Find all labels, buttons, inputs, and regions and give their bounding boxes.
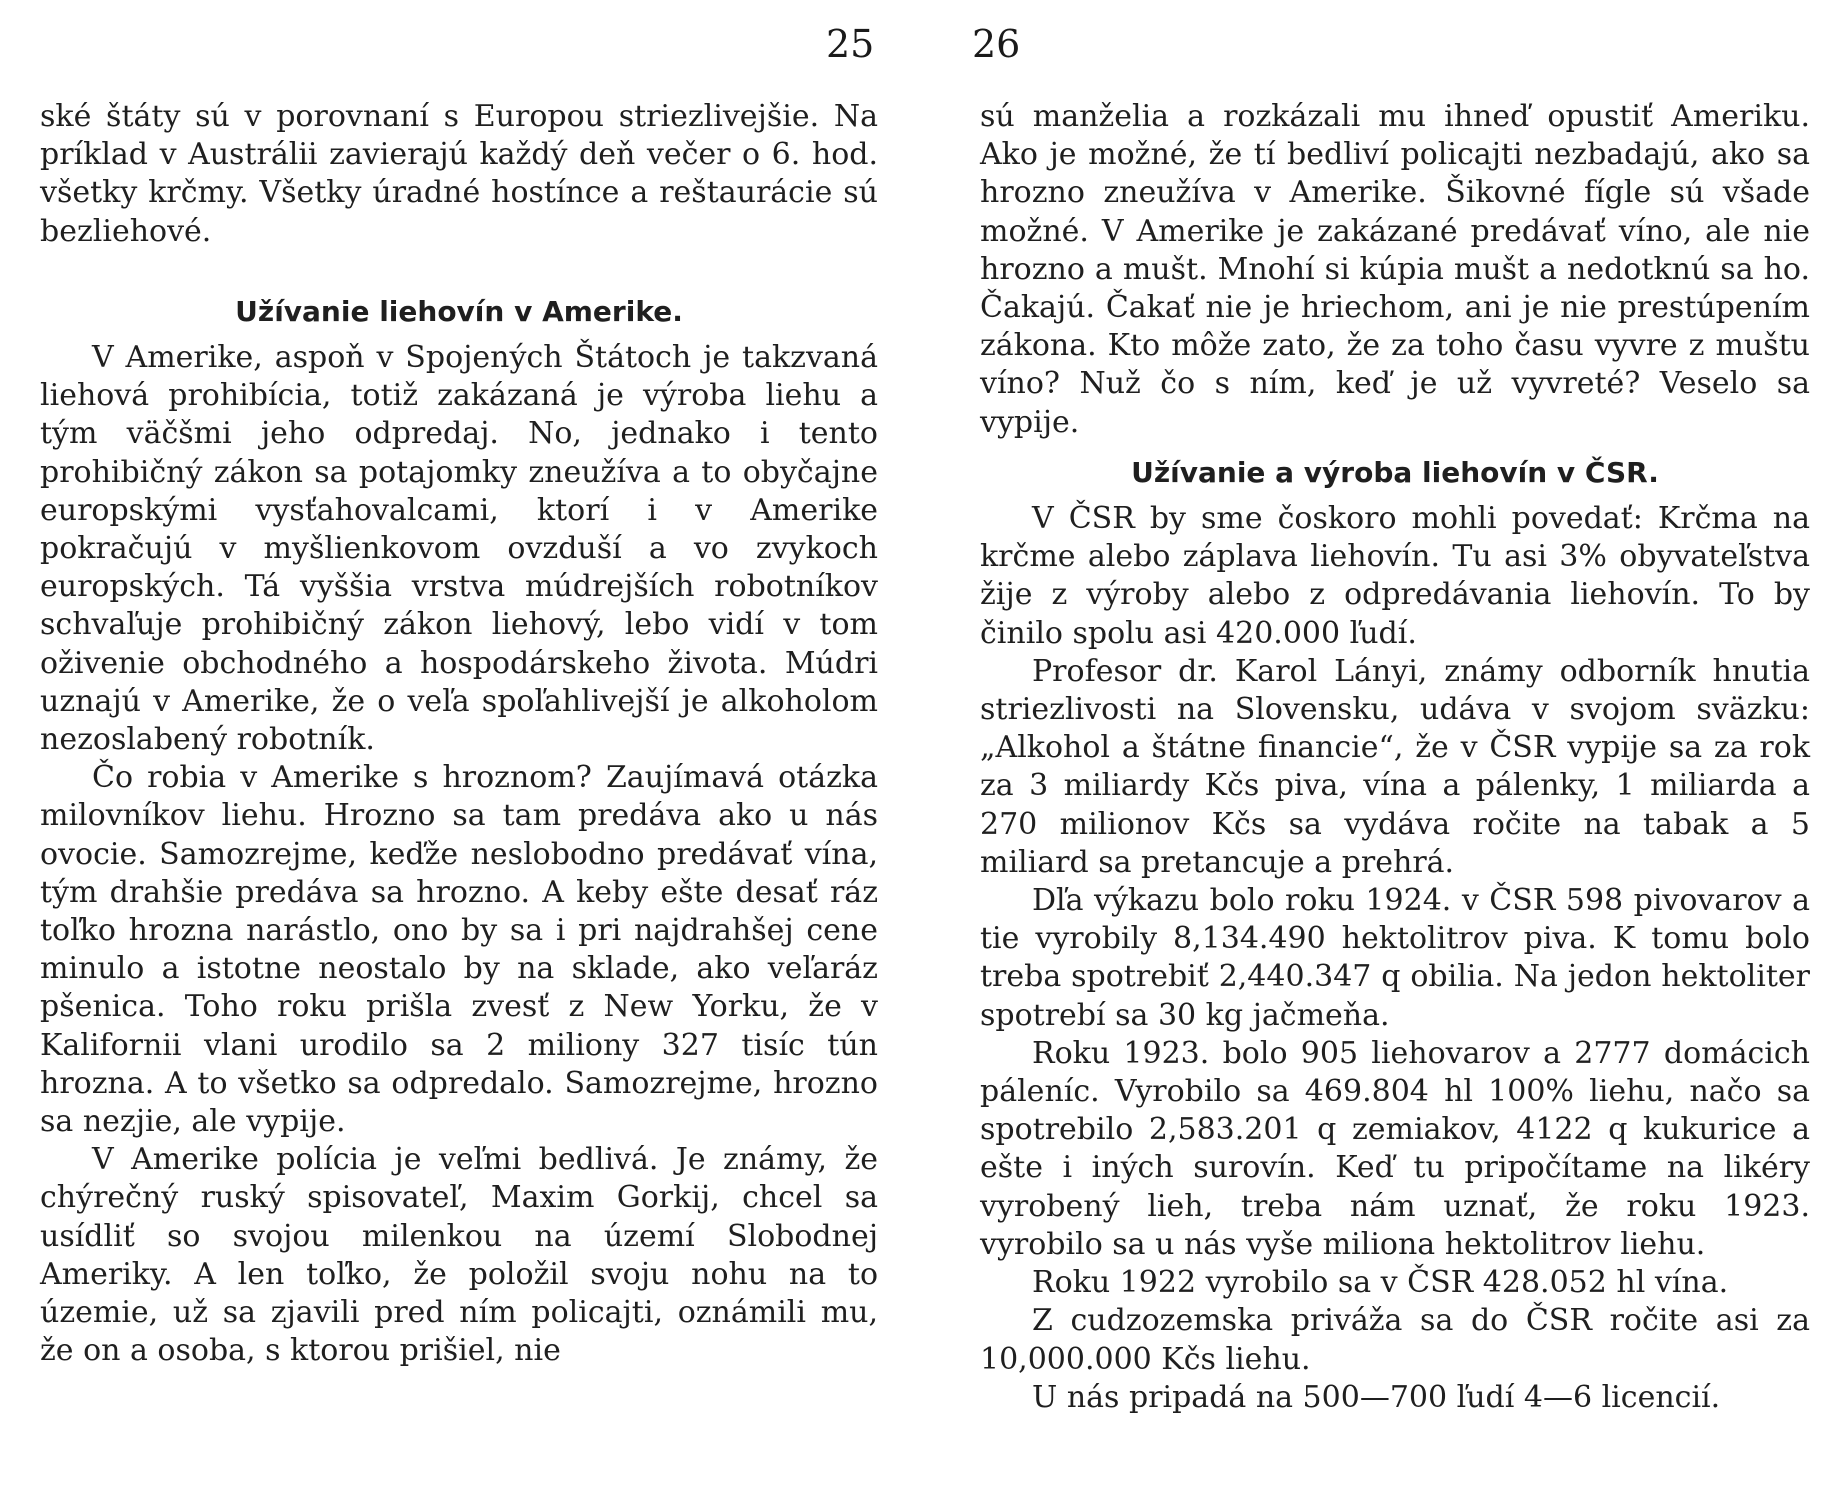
paragraph: Profesor dr. Karol Lányi, známy odborník hnutia striezlivosti na Slovensku, udáva v svojom sväzku: „Alkohol a štátne financie“, že v ČSR vypije sa za rok za 3 miliardy Kčs piva, vína a pálenky, 1 miliarda a 270 milionov Kčs sa vydáva ročite na tabak a 5 miliard sa pretancuje a prehrá. [980,653,1810,880]
paragraph: Roku 1923. bolo 905 liehovarov a 2777 domácich páleníc. Vyrobilo sa 469.804 hl 100% liehu, načo sa spotrebilo 2,583.201 q zemiakov, 4122 q kukurice a ešte i iných surovín. Keď tu pripočítame na likéry vyrobený lieh, treba nám uznať, že roku 1923. vyrobilo sa u nás vyše miliona hektolitrov liehu. [980,1035,1810,1262]
paragraph: sú manželia a rozkázali mu ihneď opustiť Ameriku. Ako je možné, že tí bedliví policajti nezbadajú, ako sa hrozno zneužíva v Amerike. Šikovné fígle sú všade možné. V Amerike je zakázané predávať víno, ale nie hrozno a mušt. Mnohí si kúpia mušt a nedotknú sa ho. Čakajú. Čakať nie je hriechom, ani je nie prestúpením zákona. Kto môže zato, že za toho času vyvre z muštu víno? Nuž čo s ním, keď je už vyvreté? Veselo sa vypije. [980,99,1810,440]
paragraph: Roku 1922 vyrobilo sa v ČSR 428.052 hl vína. [1032,1265,1729,1301]
right-page [950,0,1840,1500]
page-number: 25 [826,22,875,66]
paragraph: V ČSR by sme čoskoro mohli povedať: Krčma na krčme alebo záplava liehovín. Tu asi 3% obyvateľstva žije z výroby alebo z odpredávania liehovín. To by činilo spolu asi 420.000 ľudí. [980,501,1810,651]
paragraph: Dľa výkazu bolo roku 1924. v ČSR 598 pivovarov a tie vyrobily 8,134.490 hektolitrov piva. K tomu bolo treba spotrebiť 2,440.347 q obilia. Na jedon hektoliter spotrebí sa 30 kg jačmeňa. [980,883,1810,1033]
paragraph: U nás pripadá na 500—700 ľudí 4—6 licencií. [1032,1379,1721,1415]
paragraph: V Amerike polícia je veľmi bedlivá. Je známy, že chýrečný ruský spisovateľ, Maxim Gorkij, chcel sa usídliť so svojou milenkou na území Slobodnej Ameriky. A len toľko, že položil svoju nohu na to územie, už sa zjavili pred ním policajti, oznámili mu, že on a osoba, s ktorou prišiel, nie [40,1142,878,1369]
paragraph: ské štáty sú v porovnaní s Europou striezlivejšie. Na príklad v Austrálii zavierajú každý deň večer o 6. hod. všetky krčmy. Všetky úradné hostínce a reštaurácie sú bezliehové. [40,99,878,249]
paragraph: Z cudzozemska priváža sa do ČSR ročite asi za 10,000.000 Kčs liehu. [980,1303,1810,1377]
section-heading: Užívanie liehovín v Amerike. [235,294,683,328]
page-text [950,98,1840,1417]
paragraph: V Amerike, aspoň v Spojených Štátoch je takzvaná liehová prohibícia, totiž zakázaná je výroba liehu a tým väčšmi jeho odpredaj. No, jednako i tento prohibičný zákon sa potajomky zneužíva a to obyčajne europskými vysťahovalcami, ktorí i v Amerike pokračujú v myšlienkovom ovzduší a vo zvykoch europských. Tá vyššia vrstva múdrejších robotníkov schvaľuje prohibičný zákon liehový, lebo vidí v tom oživenie obchodného a hospodárskeho života. Múdri uznajú v Amerike, že o veľa spoľahlivejší je alkoholom nezoslabený robotník. [40,340,878,758]
section-heading: Užívanie a výroba liehovín v ČSR. [1131,455,1659,489]
page-number: 26 [972,22,1021,66]
page-text [0,98,890,1371]
left-page [0,0,890,1500]
paragraph: Čo robia v Amerike s hroznom? Zaujímavá otázka milovníkov liehu. Hrozno sa tam predáva ako u nás ovocie. Samozrejme, keďže neslobodno predávať vína, tým drahšie predáva sa hrozno. A keby ešte desať ráz toľko hrozna narástlo, ono by sa i pri najdrahšej cene minulo a istotne neostalo by na sklade, ako veľaráz pšenica. Toho roku prišla zvesť z New Yorku, že v Kalifornii vlani urodilo sa 2 miliony 327 tisíc tún hrozna. A to všetko sa odpredalo. Samozrejme, hrozno sa nezjie, ale vypije. [40,760,878,1140]
